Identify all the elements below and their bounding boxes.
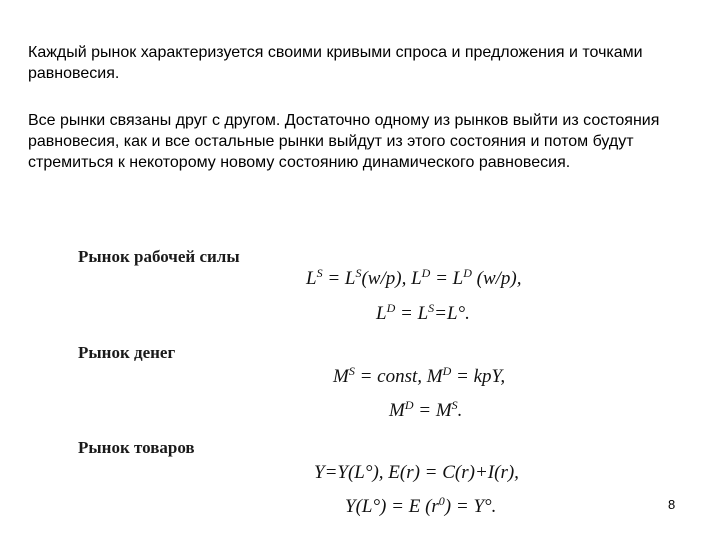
goods-equilibrium-formula: Y(L°) = E $(r^0) = Y^\circ$. xyxy=(345,494,497,517)
labor-market-title: Рынок рабочей силы xyxy=(78,247,240,266)
goods-market-title: Рынок товаров xyxy=(78,438,195,457)
page-number: 8 xyxy=(668,497,676,512)
money-equilibrium-formula: $M^D = M^S$. xyxy=(389,398,463,421)
labor-equilibrium-formula: $L^D = L^S=L^\circ$. xyxy=(376,301,470,324)
linkage-paragraph: Все рынки связаны друг с другом. Достаточно одному из рынков выйти из состояния равновесия, как и все остальные рынки выйдут из этого состояния и потом будут стремиться к некоторому новому состоянию динамического равновесия. xyxy=(28,112,660,171)
intro-paragraph: Каждый рынок характеризуется своими кривыми спроса и предложения и точками равновесия. xyxy=(28,44,643,82)
money-supply-demand-formula: $M^S$ = const, $M^D$ = kpY, xyxy=(333,364,506,387)
labor-supply-demand-formula: $L^S = L^S(w/p)$, $L^D = L^D$ (w/p), xyxy=(306,266,522,289)
money-market-title: Рынок денег xyxy=(78,343,176,362)
goods-output-formula: Y=Y(L°), E(r) = C(r)+I(r), xyxy=(314,462,519,483)
